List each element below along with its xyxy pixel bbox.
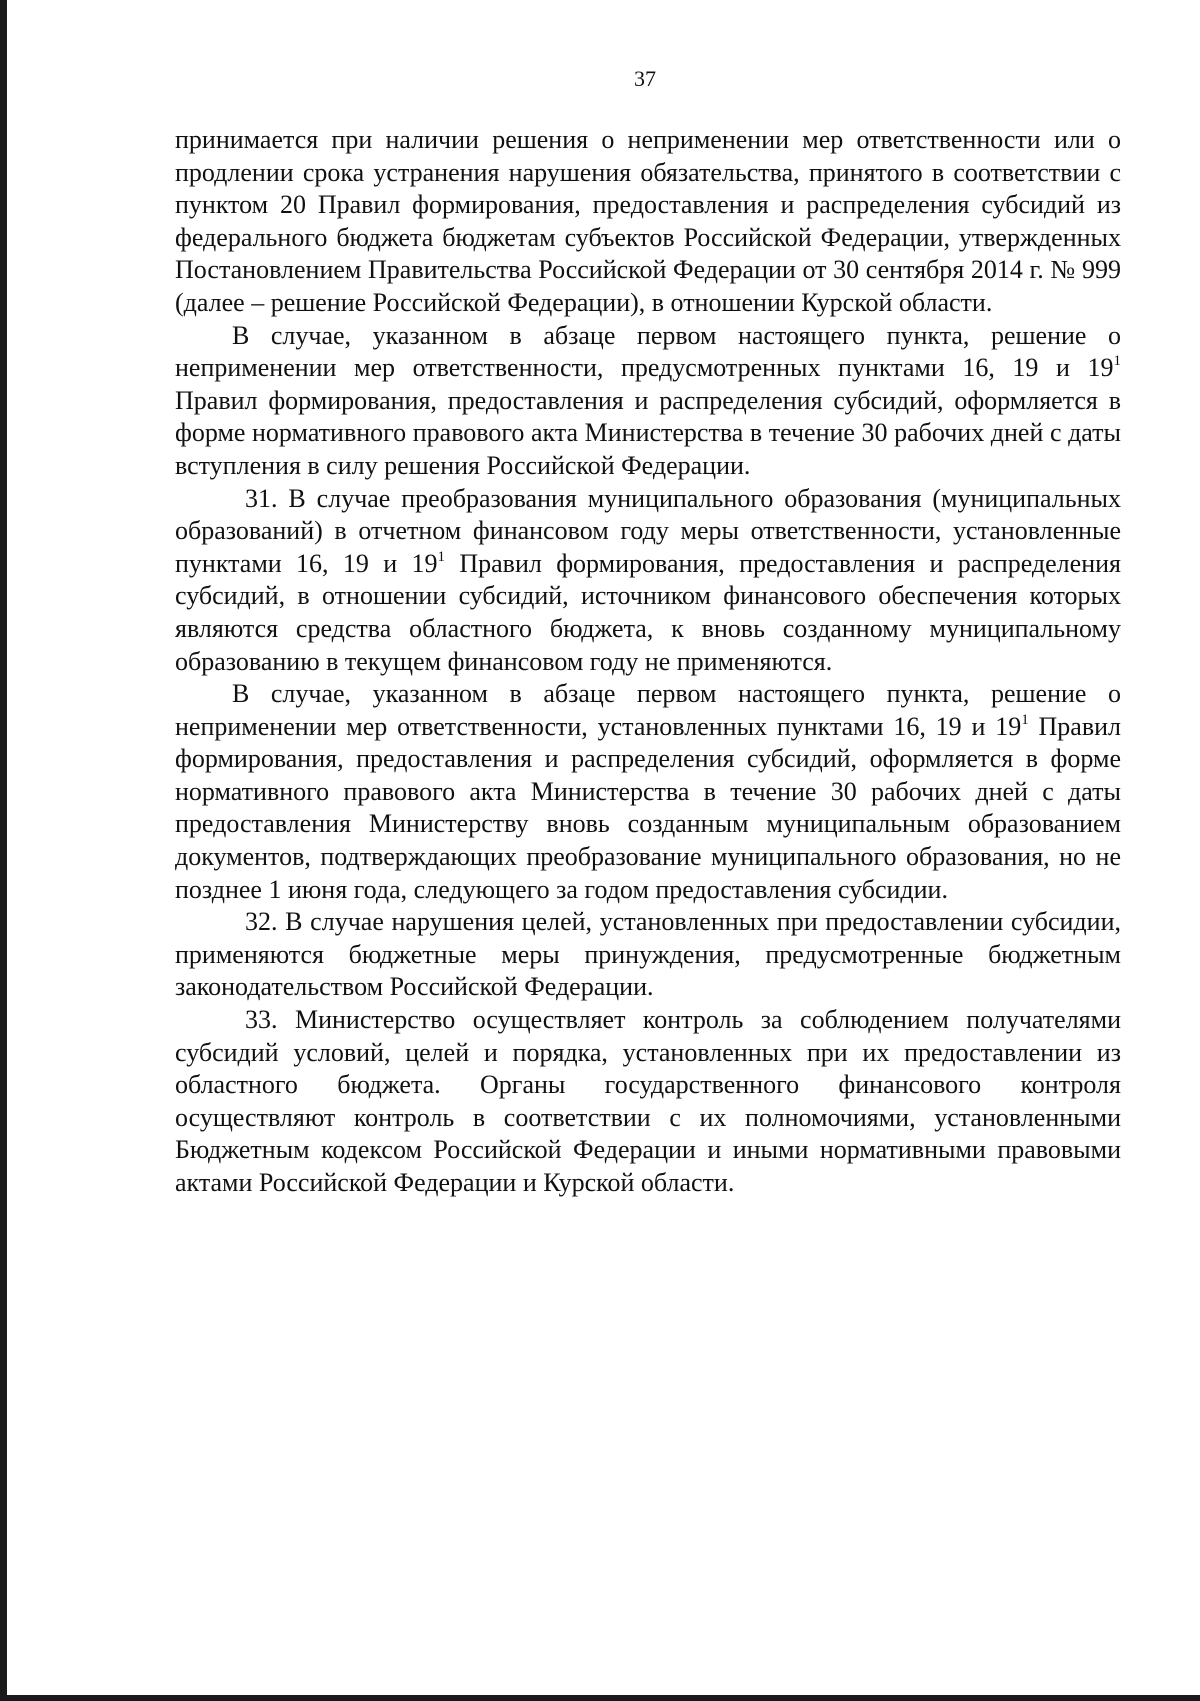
- paragraph-text: Правил формирования, предоставления и распределения субсидий, оформляется в форме нормативного правового акта Министерства в течение 30 рабочих дней с даты предоставления Министерству вновь созданным муниципальным образованием документов, подтверждающих преобразование муниципального образования, но не позднее 1 июня года, следующего за годом предоставления субсидии.: [175, 711, 1121, 904]
- superscript: 1: [1113, 353, 1121, 370]
- scan-edge-left: [0, 0, 7, 1701]
- paragraph-clause-31: [175, 483, 1121, 679]
- document-body: [175, 124, 1121, 1200]
- scan-edge-bottom: [0, 1695, 1200, 1701]
- paragraph-text: В случае, указанном в абзаце первом настоящего пункта, решение о неприменении мер ответственности, установленных пунктами 16, 19 и 19: [175, 679, 1121, 741]
- paragraph-text: 31. В случае преобразования муниципального образования (муниципальных образований) в отчетном финансовом году меры ответственности, установленные пунктами 16, 19 и 19: [175, 483, 1121, 578]
- paragraph-clause-30-second: [175, 320, 1121, 483]
- superscript: 1: [1021, 711, 1029, 728]
- paragraph-clause-32: 32. В случае нарушения целей, установленных при предоставлении субсидии, применяются бюджетные меры принуждения, предусмотренные бюджетным законодательством Российской Федерации.: [175, 907, 1121, 1002]
- paragraph-text: В случае, указанном в абзаце первом настоящего пункта, решение о неприменении мер ответственности, предусмотренных пунктами 16, 19 и 19: [175, 320, 1121, 383]
- paragraph-text: Правил формирования, предоставления и распределения субсидий, оформляется в форме нормативного правового акта Министерства в течение 30 рабочих дней с даты вступления в силу решения Российской Федерации.: [175, 385, 1121, 480]
- superscript: 1: [437, 548, 446, 565]
- paragraph-clause-33: 33. Министерство осуществляет контроль за соблюдением получателями субсидий условий, целей и порядка, установленных при их предоставлении из областного бюджета. Органы государственного финансового контроля осуществляют контроль в соответствии с их полномочиями, установленными Бюджетным кодексом Российской Федерации и иными нормативными правовыми актами Российской Федерации и Курской области.: [175, 1005, 1121, 1197]
- paragraph-text: Правил формирования, предоставления и распределения субсидий, в отношении субсидий, источником финансового обеспечения которых являются средства областного бюджета, к вновь созданному муниципальному образованию в текущем финансовом году не применяются.: [175, 548, 1121, 676]
- paragraph-continuation: принимается при наличии решения о неприменении мер ответственности или о продлении срока устранения нарушения обязательства, принятого в соответствии с пунктом 20 Правил формирования, предоставления и распределения субсидий из федерального бюджета бюджетам субъектов Российской Федерации, утвержденных Постановлением Правительства Российской Федерации от 30 сентября 2014 г. № 999 (далее – решение Российской Федерации), в отношении Курской области.: [175, 125, 1121, 317]
- page-number: 37: [634, 66, 656, 91]
- paragraph-clause-31-second: [175, 678, 1121, 906]
